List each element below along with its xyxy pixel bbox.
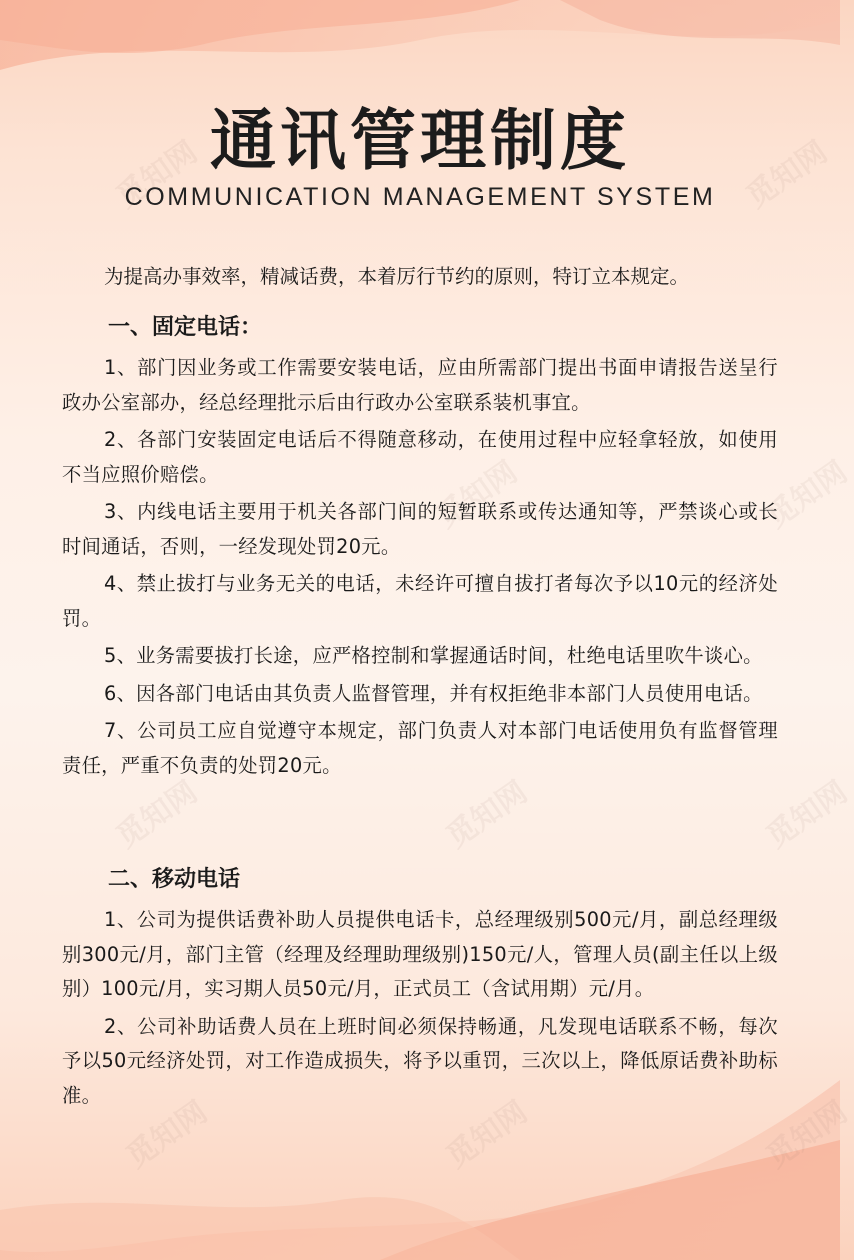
watermark: 觅知网 <box>110 774 204 856</box>
section-mobile-phone <box>62 865 778 1116</box>
watermark: 觅知网 <box>760 1094 854 1176</box>
watermark: 觅知网 <box>760 454 854 536</box>
watermark: 觅知网 <box>740 134 834 216</box>
rule-item: 7、公司员工应自觉遵守本规定，部门负责人对本部门电话使用负有监督管理责任，严重不负责的处罚20元。 <box>62 719 778 777</box>
watermark: 觅知网 <box>120 1094 214 1176</box>
page-subtitle: COMMUNICATION MANAGEMENT SYSTEM <box>124 183 716 211</box>
rule-item: 1、公司为提供话费补助人员提供电话卡，总经理级别500元/月，副总经理级别300元/月，部门主管（经理及经理助理级别)150元/人，管理人员(副主任以上级别）100元/月，实习期人员50元/月，正式员工（含试用期）元/月。 <box>62 908 778 1000</box>
section-heading: 二、移动电话 <box>108 867 241 892</box>
rule-item: 2、公司补助话费人员在上班时间必须保持畅通，凡发现电话联系不畅，每次予以50元经济处罚，对工作造成损失，将予以重罚，三次以上，降低原话费补助标准。 <box>62 1014 778 1107</box>
page-title: 通讯管理制度 <box>210 102 630 179</box>
rule-item: 1、部门因业务或工作需要安装电话，应由所需部门提出书面申请报告送呈行政办公室部办，经总经理批示后由行政办公室联系装机事宜。 <box>62 356 778 414</box>
rule-item: 2、各部门安装固定电话后不得随意移动，在使用过程中应轻拿轻放，如使用不当应照价赔偿。 <box>62 428 778 486</box>
watermark: 觅知网 <box>430 454 524 536</box>
rule-item: 3、内线电话主要用于机关各部门间的短暂联系或传达通知等，严禁谈心或长时间通话，否则，一经发现处罚20元。 <box>62 500 778 558</box>
watermark: 觅知网 <box>110 134 204 216</box>
section-fixed-phone <box>62 313 778 786</box>
rule-item: 5、业务需要拔打长途，应严格控制和掌握通话时间，杜绝电话里吹牛谈心。 <box>104 644 763 667</box>
watermark: 觅知网 <box>440 774 534 856</box>
rule-item: 6、因各部门电话由其负责人监督管理，并有权拒绝非本部门人员使用电话。 <box>104 681 763 705</box>
watermark: 觅知网 <box>440 1094 534 1176</box>
rule-item: 4、禁止拔打与业务无关的电话，未经许可擅自拔打者每次予以10元的经济处罚。 <box>62 572 778 630</box>
section-heading: 一、固定电话： <box>108 315 263 340</box>
intro-text: 为提高办事效率，精减话费，本着厉行节约的原则，特订立本规定。 <box>104 265 690 288</box>
watermark: 觅知网 <box>760 774 854 856</box>
